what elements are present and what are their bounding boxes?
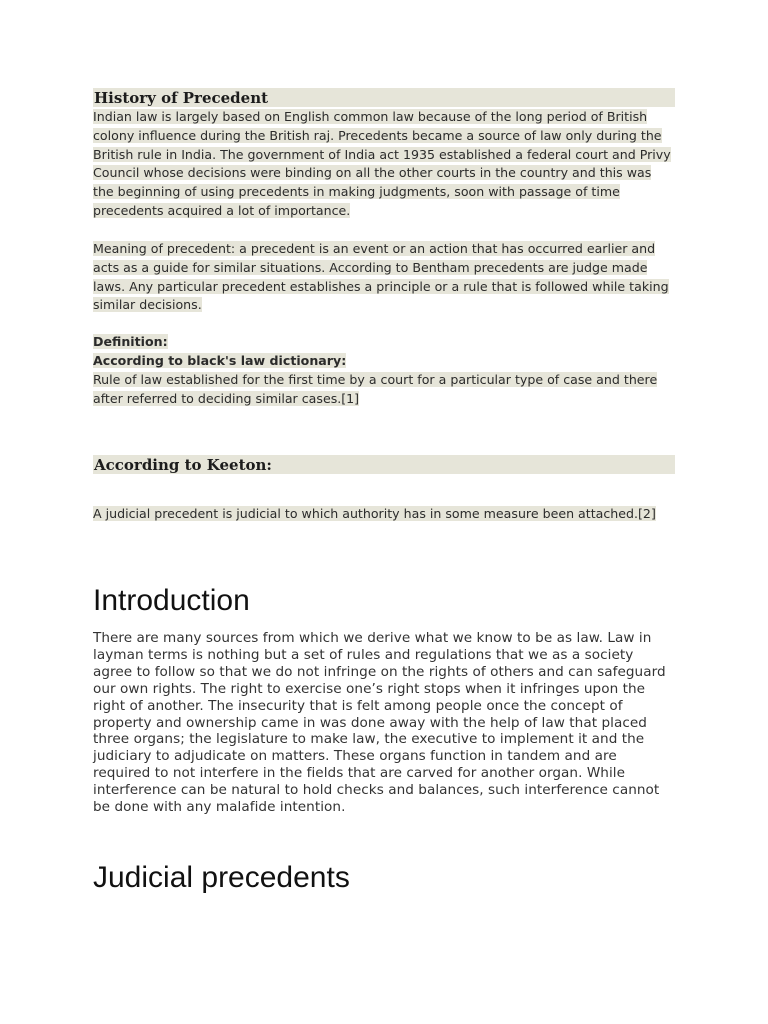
definition-label-text: Definition: [93, 334, 168, 349]
meaning-paragraph [93, 240, 675, 315]
history-paragraph-text: Indian law is largely based on English common law because of the long period of British colony influence during the British raj. Precedents became a source of law only during the British rule in India. The government of India act 1935 established a federal court and Privy Council whose decisions were binding on all the other courts in the country and this was the beginning of using precedents in making judgments, soon with passage of time precedents acquired a lot of importance. [93, 109, 671, 218]
introduction-paragraph: There are many sources from which we derive what we know to be as law. Law in layman terms is nothing but a set of rules and regulations that we as a society agree to follow so that we do not infringe on the rights of others and can safeguard our own rights. The right to exercise one’s right stops when it infringes upon the right of another. The insecurity that is felt among people once the concept of property and ownership came in was done away with the help of law that placed three organs; the legislature to make law, the executive to implement it and the judiciary to adjudicate on matters. These organs function in tandem and are required to not interfere in the fields that are carved for another organ. While interference can be natural to hold checks and balances, such interference cannot be done with any malafide intention. [93, 630, 666, 816]
definition-text [93, 371, 675, 409]
introduction-heading: Introduction [93, 584, 250, 617]
definition-source [93, 352, 675, 371]
judicial-precedents-heading: Judicial precedents [93, 861, 350, 894]
definition-label [93, 333, 675, 352]
history-paragraph [93, 108, 675, 221]
definition-source-text: According to black's law dictionary: [93, 353, 347, 368]
keeton-text [93, 505, 675, 524]
keeton-heading: According to Keeton: [93, 455, 675, 474]
history-heading: History of Precedent [93, 88, 675, 107]
keeton-text-content: A judicial precedent is judicial to which authority has in some measure been attached.[2] [93, 506, 656, 521]
definition-text-content: Rule of law established for the first time by a court for a particular type of case and there after referred to deciding similar cases.[1] [93, 372, 658, 406]
meaning-paragraph-text: Meaning of precedent: a precedent is an event or an action that has occurred earlier and acts as a guide for similar situations. According to Bentham precedents are judge made laws. Any particular precedent establishes a principle or a rule that is followed while taking similar decisions. [93, 241, 669, 313]
